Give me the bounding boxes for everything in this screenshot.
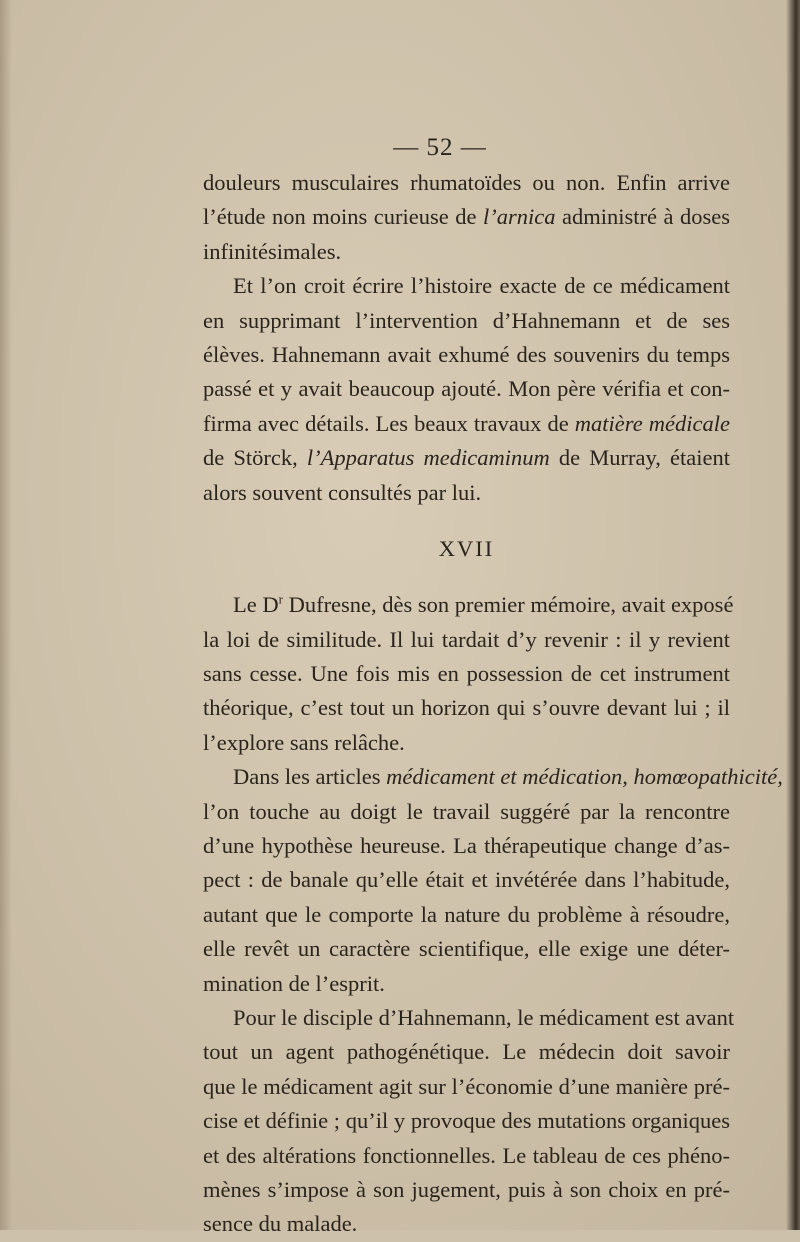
text-line [203,588,734,622]
text-segment: Pour le disciple d’Hahnemann, le médicament est avant [233,1004,735,1030]
text-segment: en supprimant l’intervention d’Hahnemann et de ses [203,307,730,333]
text-segment: mènes s’impose à son jugement, puis à son choix en pré- [203,1176,730,1202]
text-segment: sence du malade. [203,1211,358,1237]
italic-term: l’Apparatus medicaminum [306,445,550,471]
text-segment: firma avec détails. Les beaux travaux de [203,410,575,436]
text-segment: de Murray, étaient [549,445,730,471]
text-line [203,476,730,510]
page-left-edge-shadow [0,0,12,1230]
text-line [203,932,730,966]
text-segment: Et l’on croit écrire l’histoire exacte de ce médicament [233,273,730,299]
italic-term: l’arnica [482,204,556,230]
text-segment: Dans les articles [233,764,387,790]
text-line [203,200,730,234]
text-line [203,166,730,200]
text-segment: cise et définie ; qu’il y provoque des mutations organiques [203,1108,730,1134]
text-line [203,441,730,475]
text-line [203,829,730,863]
text-line [203,691,730,725]
text-segment: sans cesse. Une fois mis en possession de cet instrument [203,661,730,687]
page-number: — 52 — [393,134,487,161]
text-line [203,623,730,657]
text-segment: douleurs musculaires rhumatoïdes ou non. Enfin arrive [203,170,730,195]
text-line [203,726,730,760]
text-segment: infinitésimales. [203,238,342,264]
page-binding-edge [786,0,800,1230]
italic-term: matière médicale [574,410,730,436]
text-segment: que le médicament agit sur l’économie d’une manière pré- [203,1073,730,1099]
text-segment: de Störck, [203,445,307,471]
text-line [203,1001,735,1035]
text-segment: passé et y avait beaucoup ajouté. Mon père vérifia et con- [203,376,730,402]
text-segment: élèves. Hahnemann avait exhumé des souvenirs du temps [203,341,730,367]
text-line [203,760,783,794]
text-line [203,407,730,441]
text-segment: l’explore sans relâche. [203,729,405,755]
text-line [203,1139,730,1173]
text-segment: théorique, c’est tout un horizon qui s’ouvre devant lui ; il [203,695,730,721]
text-segment: et des altérations fonctionnelles. Le tableau de ces phéno- [203,1142,730,1168]
text-segment: mination de l’esprit. [203,970,385,996]
text-line [203,795,730,829]
text-segment: tout un agent pathogénétique. Le médecin doit savoir [203,1039,730,1065]
text-line [203,967,730,1001]
text-line [203,372,730,406]
text-segment: Le D [233,592,279,618]
text-line [203,1104,730,1138]
section-heading: XVII [438,535,495,561]
text-segment: elle revêt un caractère scientifique, elle exige une déter- [203,936,730,962]
text-segment: administré à doses [555,204,730,230]
text-segment: pect : de banale qu’elle était et invétérée dans l’habitude, [203,867,730,893]
text-segment: la loi de similitude. Il lui tardait d’y revenir : il y revient [203,626,730,652]
text-line [203,863,730,897]
body-text [203,166,783,1242]
superscript: r [278,591,283,607]
text-segment: d’une hypothèse heureuse. La thérapeutique change d’as- [203,833,730,859]
text-segment: l’on touche au doigt le travail suggéré par la rencontre [203,798,730,824]
text-line [203,304,730,338]
text-segment: autant que le comporte la nature du problème à résoudre, [203,901,730,927]
text-line [203,269,730,303]
text-line [203,657,730,691]
italic-term: médicament et médication, homœopathicité, [386,764,783,790]
text-segment: alors souvent consultés par lui. [203,479,482,505]
text-line [203,1173,730,1207]
text-segment: Dufresne, dès son premier mémoire, avait exposé [282,592,734,618]
text-line [203,338,730,372]
text-line [203,1035,730,1069]
text-segment: l’étude non moins curieuse de [203,204,483,230]
text-line [203,1207,730,1241]
text-line [203,898,730,932]
text-line [203,235,730,269]
text-line [203,1070,730,1104]
